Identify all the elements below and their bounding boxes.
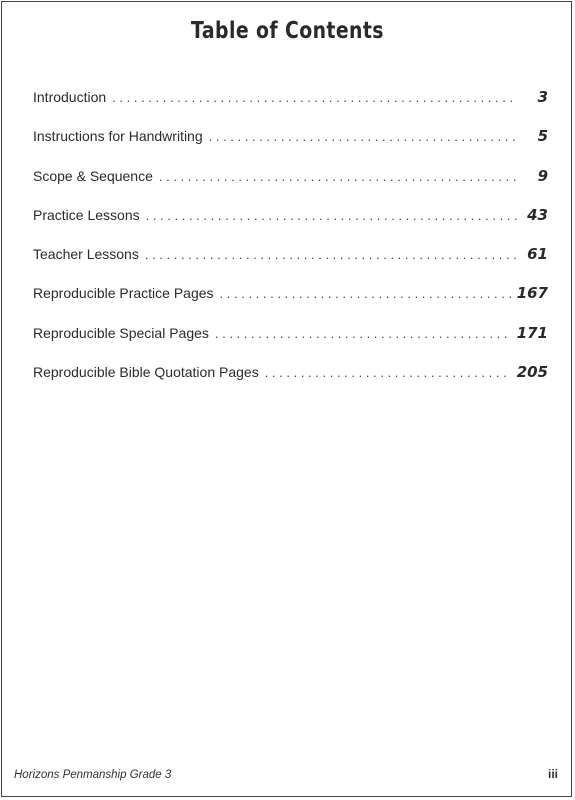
toc-entry-label: Instructions for Handwriting	[33, 128, 203, 145]
dot-leader	[215, 326, 511, 341]
toc-entry-label: Practice Lessons	[33, 206, 140, 223]
toc-entry-label: Reproducible Practice Pages	[33, 285, 214, 302]
toc-entry-label: Introduction	[33, 89, 107, 105]
dot-leader	[146, 208, 518, 223]
toc-entry-introduction	[33, 88, 548, 127]
toc-entry-special-pages	[33, 324, 548, 363]
toc-entry-label: Reproducible Special Pages	[33, 324, 209, 341]
toc-entry-practice-pages	[33, 284, 548, 323]
toc-entry-teacher-lessons	[33, 245, 548, 284]
dot-leader	[265, 365, 511, 380]
toc-entry-instructions	[33, 127, 548, 166]
toc-entry-label: Reproducible Bible Quotation Pages	[33, 364, 259, 381]
dot-leader	[112, 90, 518, 105]
dot-leader	[209, 129, 518, 144]
toc-entry-page: 61	[527, 245, 548, 264]
toc-entry-scope-sequence	[33, 167, 548, 206]
toc-entry-label: Scope & Sequence	[33, 167, 153, 184]
toc-entry-practice-lessons	[33, 206, 548, 245]
dot-leader	[159, 169, 518, 184]
toc-entry-page: 171	[516, 323, 548, 342]
toc-entry-page: 43	[527, 205, 548, 224]
toc-entry-page: 167	[516, 284, 548, 303]
toc-entry-page: 205	[516, 363, 548, 382]
toc-entry-page: 3	[537, 88, 548, 106]
footer-book-title: Horizons Penmanship Grade 3	[14, 769, 172, 781]
toc-entry-page: 5	[537, 127, 548, 146]
toc-entry-label: Teacher Lessons	[33, 246, 139, 263]
toc-entry-bible-quotation-pages	[33, 363, 548, 402]
page-title: Table of Contents	[191, 18, 384, 44]
toc-entry-page: 9	[537, 166, 548, 185]
table-of-contents	[33, 88, 548, 402]
dot-leader	[220, 286, 511, 301]
dot-leader	[145, 247, 518, 262]
footer-page-number: iii	[547, 767, 558, 781]
